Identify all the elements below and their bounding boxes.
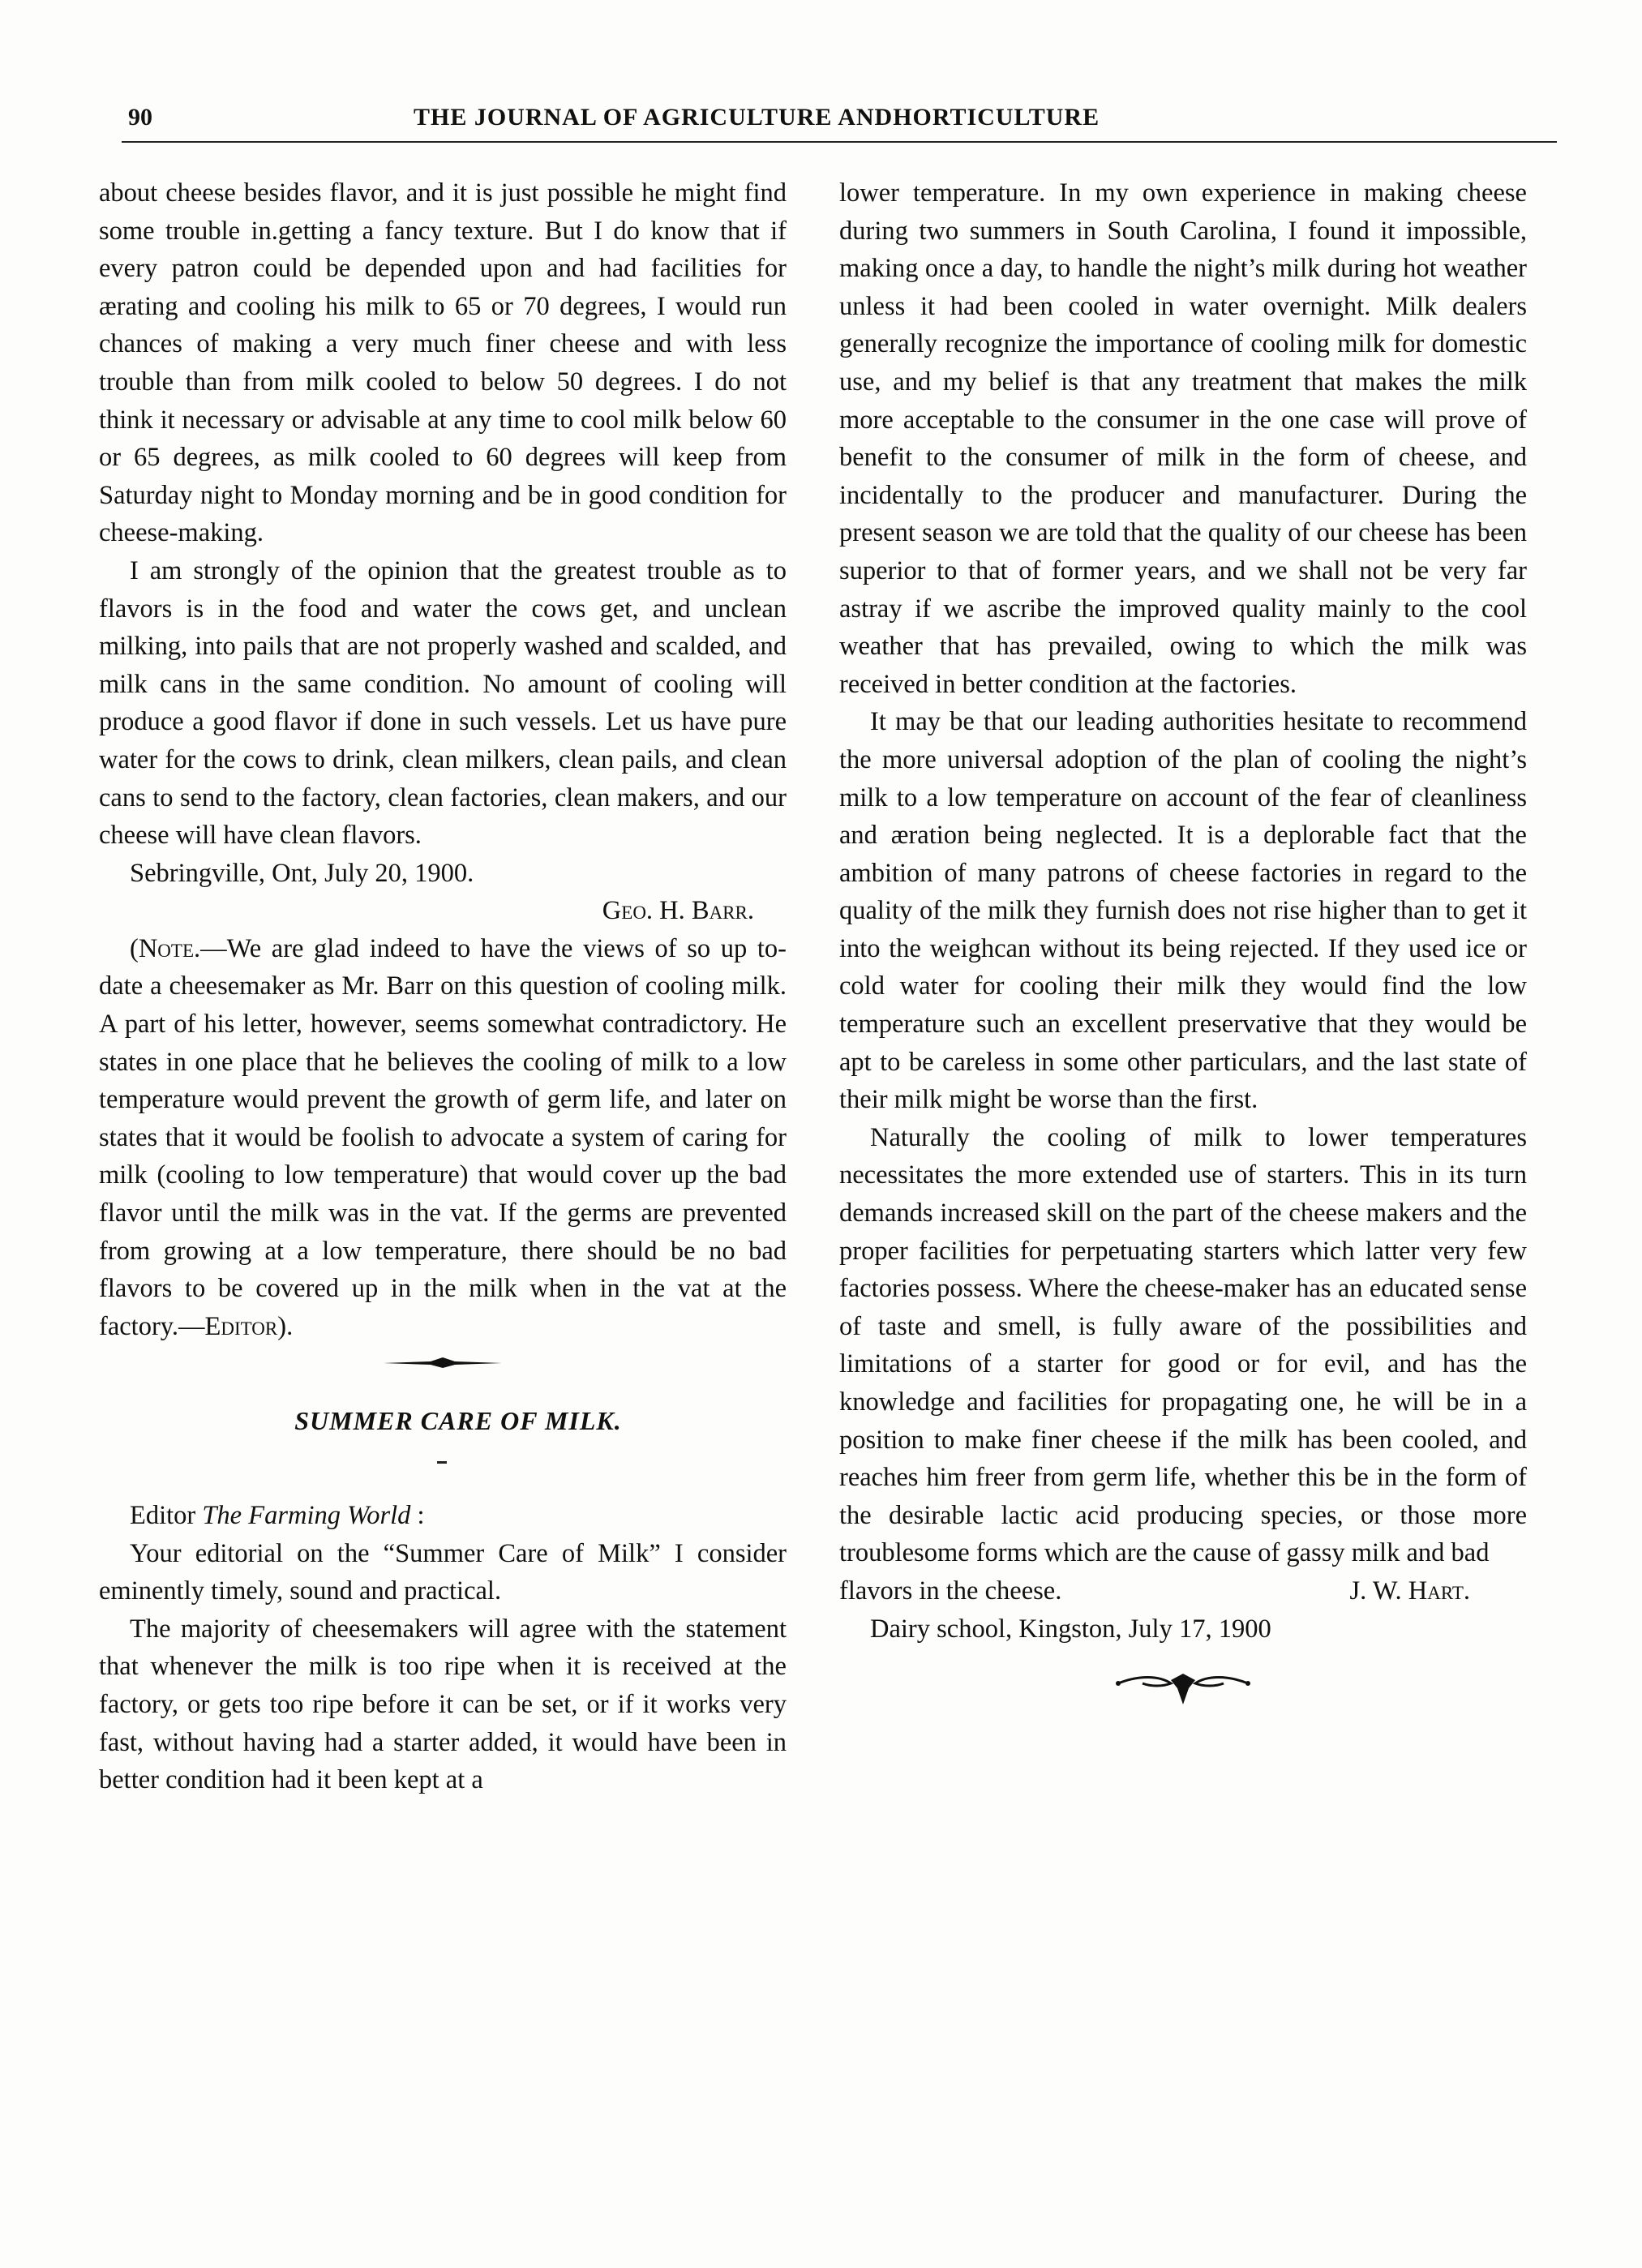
- end-ornament: [839, 1653, 1527, 1726]
- running-title: THE JOURNAL OF AGRICULTURE ANDHORTICULTURE: [414, 104, 1100, 131]
- divider-ornament-icon: [382, 1345, 504, 1378]
- letter-salutation: [99, 1497, 787, 1535]
- note-open: (: [130, 933, 139, 963]
- paragraph: It may be that our leading authorities hesitate to recommend the more universal adoption of the plan of cooling the night’s milk to a low temperature on account of the fear of cleanliness and æration being neglected. It is a deplorable fact that the ambition of many patrons of cheese factories in regard to the quality of the milk they furnish does not rise higher than to get it into the weighcan without its being rejected. If they used ice or cold water for cooling their milk they would find the low temperature such an excellent preservative that they would be apt to be careless in some other particulars, and the last state of their milk might be worse than the first.: [839, 707, 1527, 1115]
- heading-dot-rule: [99, 1440, 787, 1497]
- salutation-suffix: :: [410, 1501, 425, 1530]
- paragraph: Your editorial on the “Summer Care of Milk” I consider eminently timely, sound and practical.: [99, 1538, 787, 1606]
- page-number: 90: [128, 104, 152, 131]
- page-header: [122, 104, 1557, 139]
- publication-name: The Farming World: [202, 1501, 411, 1530]
- closing-line: [839, 1572, 1527, 1610]
- dash-ornament-icon: [435, 1440, 451, 1473]
- flourish-ornament-icon: [1114, 1669, 1252, 1709]
- right-column: [839, 174, 1527, 1726]
- editor-note: [99, 930, 787, 1346]
- paragraph: I am strongly of the opinion that the greatest trouble as to flavors is in the food and water the cows get, and unclean milking, into pails that are not properly washed and scalded, and milk cans in the same condition. No amount of cooling will produce a good flavor if done in such vessels. Let us have pure water for the cows to drink, clean milkers, clean pails, and clean cans to send to the factory, clean factories, clean makers, and our cheese will have clean flavors.: [99, 555, 787, 851]
- paragraph: lower temperature. In my own experience in making cheese during two summers in South Carolina, I found it impossible, making once a day, to handle the night’s milk during hot weather unless it had been cooled in water overnight. Milk dealers generally recognize the importance of cooling milk for domestic use, and my belief is that any treatment that makes the milk more acceptable to the consumer in the one case will prove of benefit to the consumer of milk in the form of cheese, and incidentally to the producer and manufacturer. During the present season we are told that the quality of our cheese has been superior to that of former years, and we shall not be very far astray if we ascribe the improved quality mainly to the cool weather that has prevailed, owing to which the milk was received in better condition at the factories.: [839, 178, 1527, 699]
- note-editor: Editor: [204, 1311, 278, 1341]
- letter-place-date: Dairy school, Kingston, July 17, 1900: [870, 1614, 1271, 1644]
- paragraph: The majority of cheesemakers will agree with the statement that whenever the milk is too ripe when it is received at the factory, or gets too ripe before it can be set, or if it works very fast, without having had a starter added, it would have been in better condition had it been kept at a: [99, 1614, 787, 1795]
- note-close: ).: [277, 1311, 294, 1341]
- left-column: [99, 174, 787, 1799]
- letter-place-date: Sebringville, Ont, July 20, 1900.: [130, 858, 474, 888]
- letter-signature: Geo. H. Barr.: [602, 896, 754, 926]
- paragraph: Naturally the cooling of milk to lower temperatures necessitates the more extended use of starters. This in its turn demands increased skill on the part of the cheese makers and the proper facilities for perpetuating starters which latter very few factories possess. Where the cheese-maker has an educated sense of taste and smell, is fully aware of the possibilities and limitations of a starter for good or for evil, and has the knowledge and facilities for propagating one, he will be in a position to make finer cheese if the milk has been cooled, and reaches him freer from germ life, whether this be in the form of the desirable lactic acid producing species, or those more troublesome forms which are the cause of gassy milk and bad: [839, 1122, 1527, 1568]
- letter-signature: J. W. Hart.: [1349, 1576, 1470, 1606]
- note-label: Note.: [138, 933, 201, 963]
- section-heading: SUMMER CARE OF MILK.: [294, 1406, 622, 1436]
- paragraph: about cheese besides flavor, and it is just possible he might find some trouble in.getting a fancy texture. But I do know that if every patron could be depended upon and had facilities for ærating and cooling his milk to 65 or 70 degrees, I would run chances of making a very much finer cheese and with less trouble than from milk cooled to below 50 degrees. I do not think it necessary or advisable at any time to cool milk below 60 or 65 degrees, as milk cooled to 60 degrees will keep from Saturday night to Monday morning and be in good condition for cheese-making.: [99, 178, 787, 548]
- closing-text: flavors in the cheese.: [839, 1576, 1062, 1606]
- header-rule: [122, 141, 1557, 143]
- note-text: —We are glad indeed to have the views of so up to-date a cheesemaker as Mr. Barr on this question of cooling milk. A part of his letter, however, seems somewhat contradictory. He states in one place that he believes the cooling of milk to a low temperature would prevent the growth of germ life, and later on states that it would be foolish to advocate a system of caring for milk (cooling to low temperature) that would cover up the bad flavor until the milk was in the vat. If the germs are prevented from growing at a low temperature, there should be no bad flavors to be covered up in the milk when in the vat at the factory.—: [99, 933, 787, 1341]
- salutation-prefix: Editor: [130, 1501, 203, 1530]
- section-divider-ornament: [99, 1345, 787, 1402]
